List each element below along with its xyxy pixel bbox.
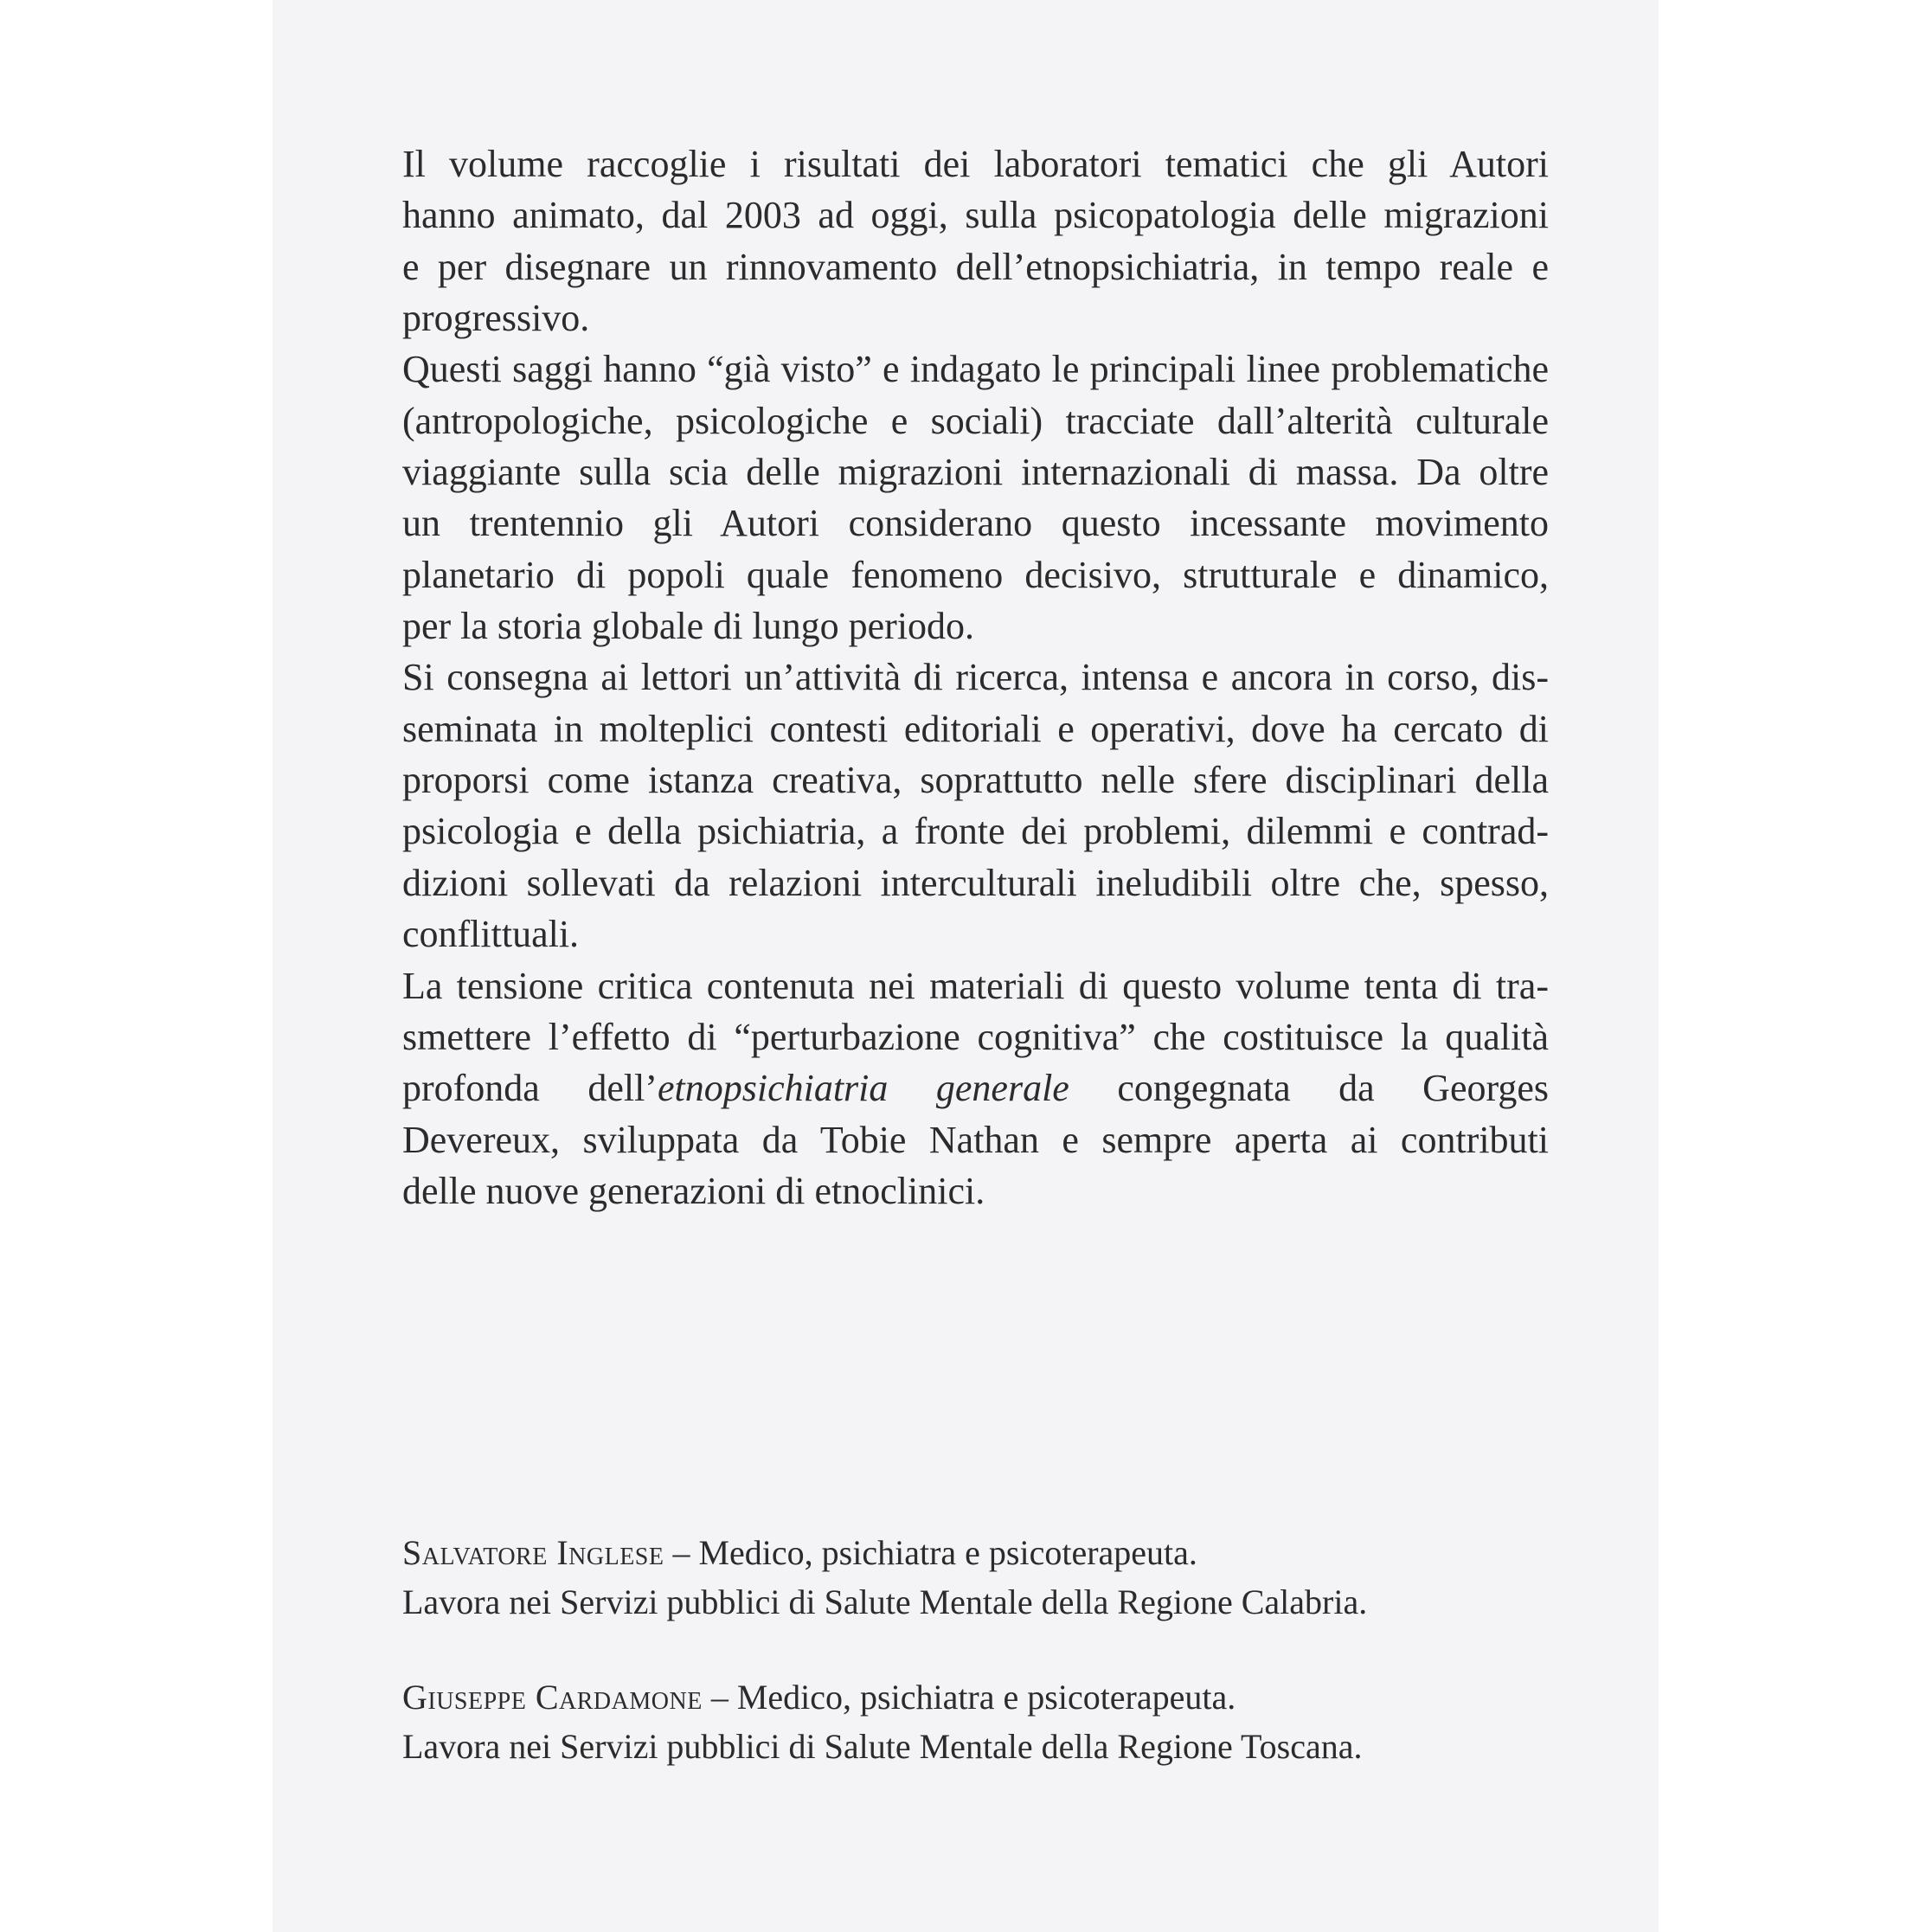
- blurb-paragraph-1: [402, 138, 1549, 343]
- text-line: planetario di popoli quale fenomeno decisivo, strutturale e dinamico,: [402, 553, 1549, 596]
- text-line: un trentennio gli Autori considerano questo incessante movimento: [402, 502, 1549, 545]
- blurb-text: [402, 138, 1549, 1216]
- text-segment: congegnata da Georges: [1069, 1067, 1549, 1110]
- text-line: Devereux, sviluppata da Tobie Nathan e sempre aperta ai contributi: [402, 1118, 1549, 1161]
- author-work: Lavora nei Servizi pubblici di Salute Mentale della Regione Calabria.: [402, 1582, 1368, 1621]
- blurb-paragraph-4: [402, 960, 1549, 1217]
- text-line: e per disegnare un rinnovamento dell’etnopsichiatria, in tempo reale e: [402, 245, 1549, 288]
- blurb-paragraph-3: [402, 651, 1549, 960]
- text-line: proporsi come istanza creativa, soprattutto nelle sfere disciplinari della: [402, 759, 1549, 802]
- text-line: dizioni sollevati da relazioni interculturali ineludibili oltre che, spesso,: [402, 861, 1549, 904]
- author-name: Salvatore Inglese: [402, 1533, 664, 1572]
- separator: –: [702, 1678, 737, 1717]
- author-role: Medico, psichiatra e psicoterapeuta.: [736, 1678, 1236, 1717]
- author-bio-2: [402, 1672, 1549, 1771]
- author-work: Lavora nei Servizi pubblici di Salute Mentale della Regione Toscana.: [402, 1727, 1363, 1766]
- text-line: Il volume raccoglie i risultati dei laboratori tematici che gli Autori: [402, 143, 1549, 185]
- author-name: Giuseppe Cardamone: [402, 1678, 703, 1717]
- text-line: hanno animato, dal 2003 ad oggi, sulla psicopatologia delle migrazioni: [402, 194, 1549, 237]
- author-heading: [402, 1528, 1549, 1577]
- text-line: conflittuali.: [402, 913, 580, 956]
- text-line: per la storia globale di lungo periodo.: [402, 605, 975, 648]
- text-line: progressivo.: [402, 297, 590, 340]
- book-back-cover: [273, 0, 1659, 1932]
- text-line: (antropologiche, psicologiche e sociali) tracciate dall’alterità culturale: [402, 399, 1549, 442]
- author-role: Medico, psichiatra e psicoterapeuta.: [698, 1533, 1197, 1572]
- author-heading: [402, 1672, 1549, 1722]
- text-line: delle nuove generazioni di etnoclinici.: [402, 1169, 985, 1212]
- italic-term: etnopsichiatria generale: [657, 1067, 1069, 1110]
- separator: –: [664, 1533, 699, 1572]
- text-line: smettere l’effetto di “perturbazione cognitiva” che costituisce la qualità: [402, 1015, 1549, 1058]
- text-line: La tensione critica contenuta nei materiali di questo volume tenta di tra-: [402, 964, 1549, 1007]
- text-line: seminata in molteplici contesti editoriali e operativi, dove ha cercato di: [402, 707, 1549, 750]
- text-segment: profonda dell’: [402, 1067, 658, 1110]
- blurb-paragraph-2: [402, 343, 1549, 651]
- author-bio-1: [402, 1528, 1549, 1627]
- text-line-with-italic: [402, 1062, 1549, 1114]
- author-bios: [402, 1528, 1549, 1817]
- text-line: Questi saggi hanno “già visto” e indagato le principali linee problematiche: [402, 348, 1549, 391]
- text-line: Si consegna ai lettori un’attività di ricerca, intensa e ancora in corso, dis-: [402, 656, 1549, 699]
- text-line: viaggiante sulla scia delle migrazioni internazionali di massa. Da oltre: [402, 451, 1549, 494]
- text-line: psicologia e della psichiatria, a fronte dei problemi, dilemmi e contrad-: [402, 810, 1549, 853]
